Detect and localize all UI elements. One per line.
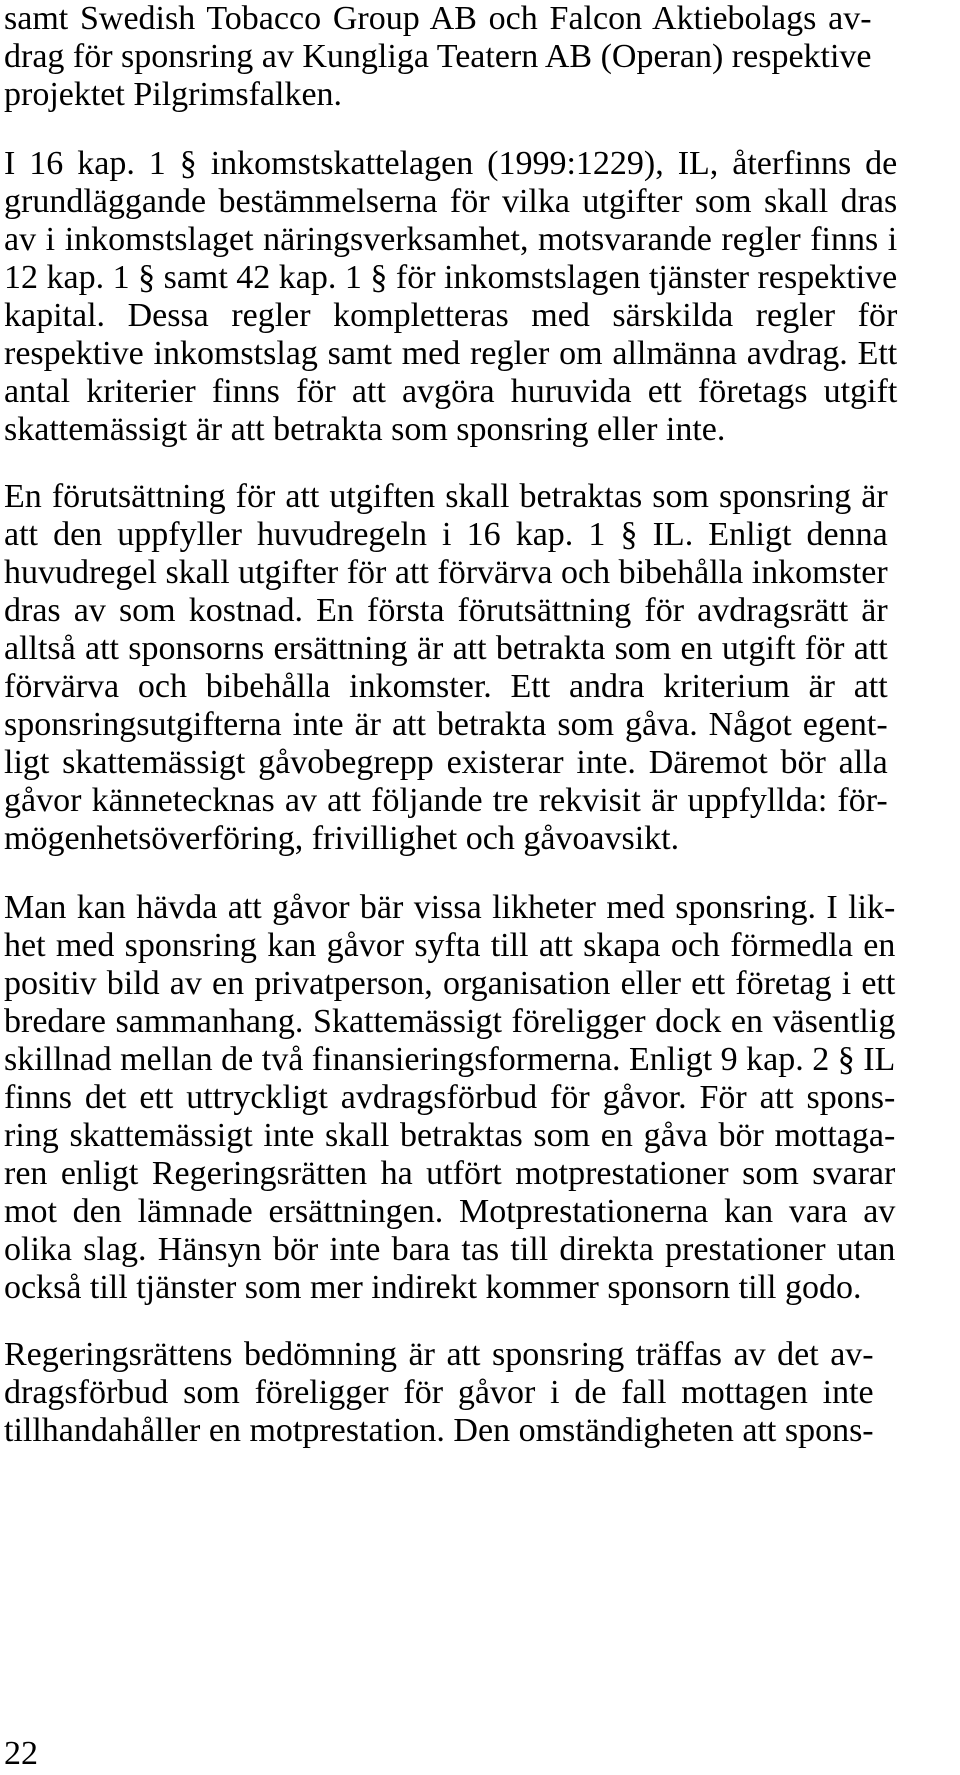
paragraph-4: [4, 889, 895, 1307]
text-line: positiv bild av en privatperson, organisation eller ett företag i ett: [4, 965, 896, 1002]
page-number: 22: [4, 1735, 38, 1772]
text-line: ren enligt Regeringsrätten ha utfört motprestationer som svarar: [4, 1155, 896, 1192]
paragraph-1: [4, 0, 872, 114]
text-line: ligt skattemässigt gåvobegrepp existerar inte. Däremot bör alla: [4, 744, 888, 781]
text-line: mögenhetsöverföring, frivillighet och gåvoavsikt.: [4, 820, 680, 857]
text-line: het med sponsring kan gåvor syfta till att skapa och förmedla en: [4, 927, 896, 964]
text-line: skillnad mellan de två finansieringsformerna. Enligt 9 kap. 2 § IL: [4, 1041, 896, 1078]
text-line: att den uppfyller huvudregeln i 16 kap. 1 § IL. Enligt denna: [4, 516, 888, 553]
paragraph-3: [4, 478, 888, 858]
text-line: finns det ett uttryckligt avdragsförbud för gåvor. För att spons-: [4, 1079, 896, 1116]
text-line: drag för sponsring av Kungliga Teatern AB (Operan) respektive: [4, 38, 872, 75]
text-line: antal kriterier finns för att avgöra huruvida ett företags utgift: [4, 373, 898, 410]
text-line: huvudregel skall utgifter för att förvärva och bibehålla inkomster: [4, 554, 888, 591]
text-line: Man kan hävda att gåvor bär vissa likheter med sponsring. I lik-: [4, 889, 896, 926]
text-line: ring skattemässigt inte skall betraktas som en gåva bör mottaga-: [4, 1117, 896, 1154]
text-line: bredare sammanhang. Skattemässigt föreligger dock en väsentlig: [4, 1003, 896, 1040]
text-line: mot den lämnade ersättningen. Motprestationerna kan vara av: [4, 1193, 896, 1230]
paragraph-2: [4, 145, 897, 449]
text-line: dragsförbud som föreligger för gåvor i de fall mottagen inte: [4, 1374, 874, 1411]
text-line: 12 kap. 1 § samt 42 kap. 1 § för inkomstslagen tjänster respektive: [4, 259, 898, 296]
text-line: alltså att sponsorns ersättning är att betrakta som en utgift för att: [4, 630, 888, 667]
text-line: gåvor kännetecknas av att följande tre rekvisit är uppfyllda: för-: [4, 782, 888, 819]
text-line: skattemässigt är att betrakta som sponsring eller inte.: [4, 411, 726, 448]
text-line: I 16 kap. 1 § inkomstskattelagen (1999:1229), IL, återfinns de: [4, 145, 898, 182]
text-line: samt Swedish Tobacco Group AB och Falcon Aktiebolags av-: [4, 0, 872, 37]
text-line: förvärva och bibehålla inkomster. Ett andra kriterium är att: [4, 668, 888, 705]
text-line: En förutsättning för att utgiften skall betraktas som sponsring är: [4, 478, 888, 515]
text-line: sponsringsutgifterna inte är att betrakta som gåva. Något egent-: [4, 706, 888, 743]
text-line: projektet Pilgrimsfalken.: [4, 76, 343, 113]
paragraph-5: [4, 1336, 874, 1450]
text-line: också till tjänster som mer indirekt kommer sponsorn till godo.: [4, 1269, 862, 1306]
text-line: av i inkomstslaget näringsverksamhet, motsvarande regler finns i: [4, 221, 898, 258]
text-line: grundläggande bestämmelserna för vilka utgifter som skall dras: [4, 183, 898, 220]
text-line: tillhandahåller en motprestation. Den omständigheten att spons-: [4, 1412, 874, 1449]
text-line: kapital. Dessa regler kompletteras med särskilda regler för: [4, 297, 898, 334]
text-line: Regeringsrättens bedömning är att sponsring träffas av det av-: [4, 1336, 874, 1373]
text-line: respektive inkomstslag samt med regler om allmänna avdrag. Ett: [4, 335, 898, 372]
text-line: olika slag. Hänsyn bör inte bara tas till direkta prestationer utan: [4, 1231, 896, 1268]
text-line: dras av som kostnad. En första förutsättning för avdragsrätt är: [4, 592, 888, 629]
